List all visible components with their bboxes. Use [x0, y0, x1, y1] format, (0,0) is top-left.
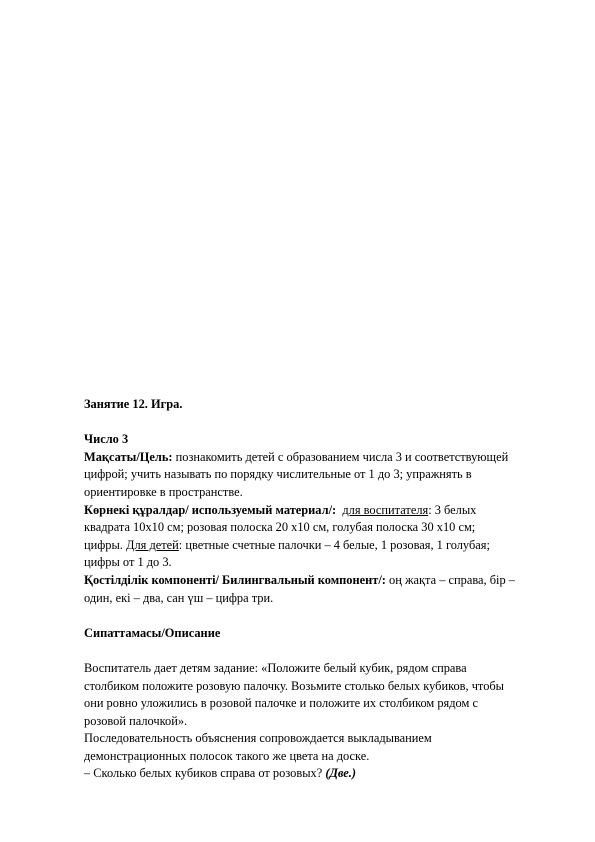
materials-label: Көрнекі құралдар/ используемый материал/:	[84, 502, 337, 517]
materials-line-4: цифры от 1 до 3.	[84, 555, 172, 570]
description-question	[84, 765, 524, 783]
materials-teacher-label: для воспитателя	[342, 502, 429, 517]
materials-line-1	[84, 502, 524, 520]
description-p1-line-2: столбиком положите розовую палочку. Возьмите столько белых кубиков, чтобы	[84, 678, 505, 693]
description-p1-line-4: розовой палочкой».	[84, 713, 188, 728]
spacer	[84, 642, 524, 660]
goal-text-1: познакомить детей с образованием числа 3 и соответствующей	[172, 449, 509, 464]
bilingual-line-2: один, екі – два, сан үш – цифра три.	[84, 590, 274, 605]
lesson-topic: Число 3	[84, 432, 129, 447]
materials-text-3-start: цифры.	[84, 537, 127, 552]
materials-line-3	[84, 537, 524, 555]
bilingual-line-1	[84, 572, 524, 590]
goal-line-1	[84, 449, 524, 467]
spacer	[84, 607, 524, 625]
description-p1-line-3: они ровно уложились в розовой палочке и положите их столбиком рядом с	[84, 696, 478, 711]
materials-text-1: : 3 белых	[428, 502, 477, 517]
bilingual-label: Қостілділік компоненті/ Билингвальный компонент/:	[84, 572, 386, 587]
goal-label: Мақсаты/Цель:	[84, 449, 173, 464]
materials-text-3-rest: : цветные счетные палочки – 4 белые, 1 розовая, 1 голубая;	[178, 537, 490, 552]
goal-line-2: цифрой; учить называть по порядку числительные от 1 до 3; упражнять в	[84, 467, 472, 482]
document-page	[84, 396, 524, 783]
materials-children-label: Для детей	[126, 537, 179, 552]
bilingual-text-1: оң жақта – справа, бір –	[385, 572, 515, 587]
question-text: – Сколько белых кубиков справа от розовых?	[84, 766, 326, 781]
description-heading: Сипаттамасы/Описание	[84, 625, 221, 640]
description-p2-line-2: демонстрационных полосок такого же цвета на доске.	[84, 748, 370, 763]
description-p1-line-1: Воспитатель дает детям задание: «Положите белый кубик, рядом справа	[84, 660, 467, 675]
goal-line-3: ориентировке в пространстве.	[84, 484, 243, 499]
lesson-heading: Занятие 12. Игра.	[84, 397, 183, 411]
question-answer: (Две.)	[325, 766, 357, 781]
spacer	[84, 414, 524, 432]
materials-line-2: квадрата 10х10 см; розовая полоска 20 х10 см, голубая полоска 30 х10 см;	[84, 520, 476, 535]
description-p2-line-1: Последовательность объяснения сопровождается выкладыванием	[84, 731, 432, 746]
